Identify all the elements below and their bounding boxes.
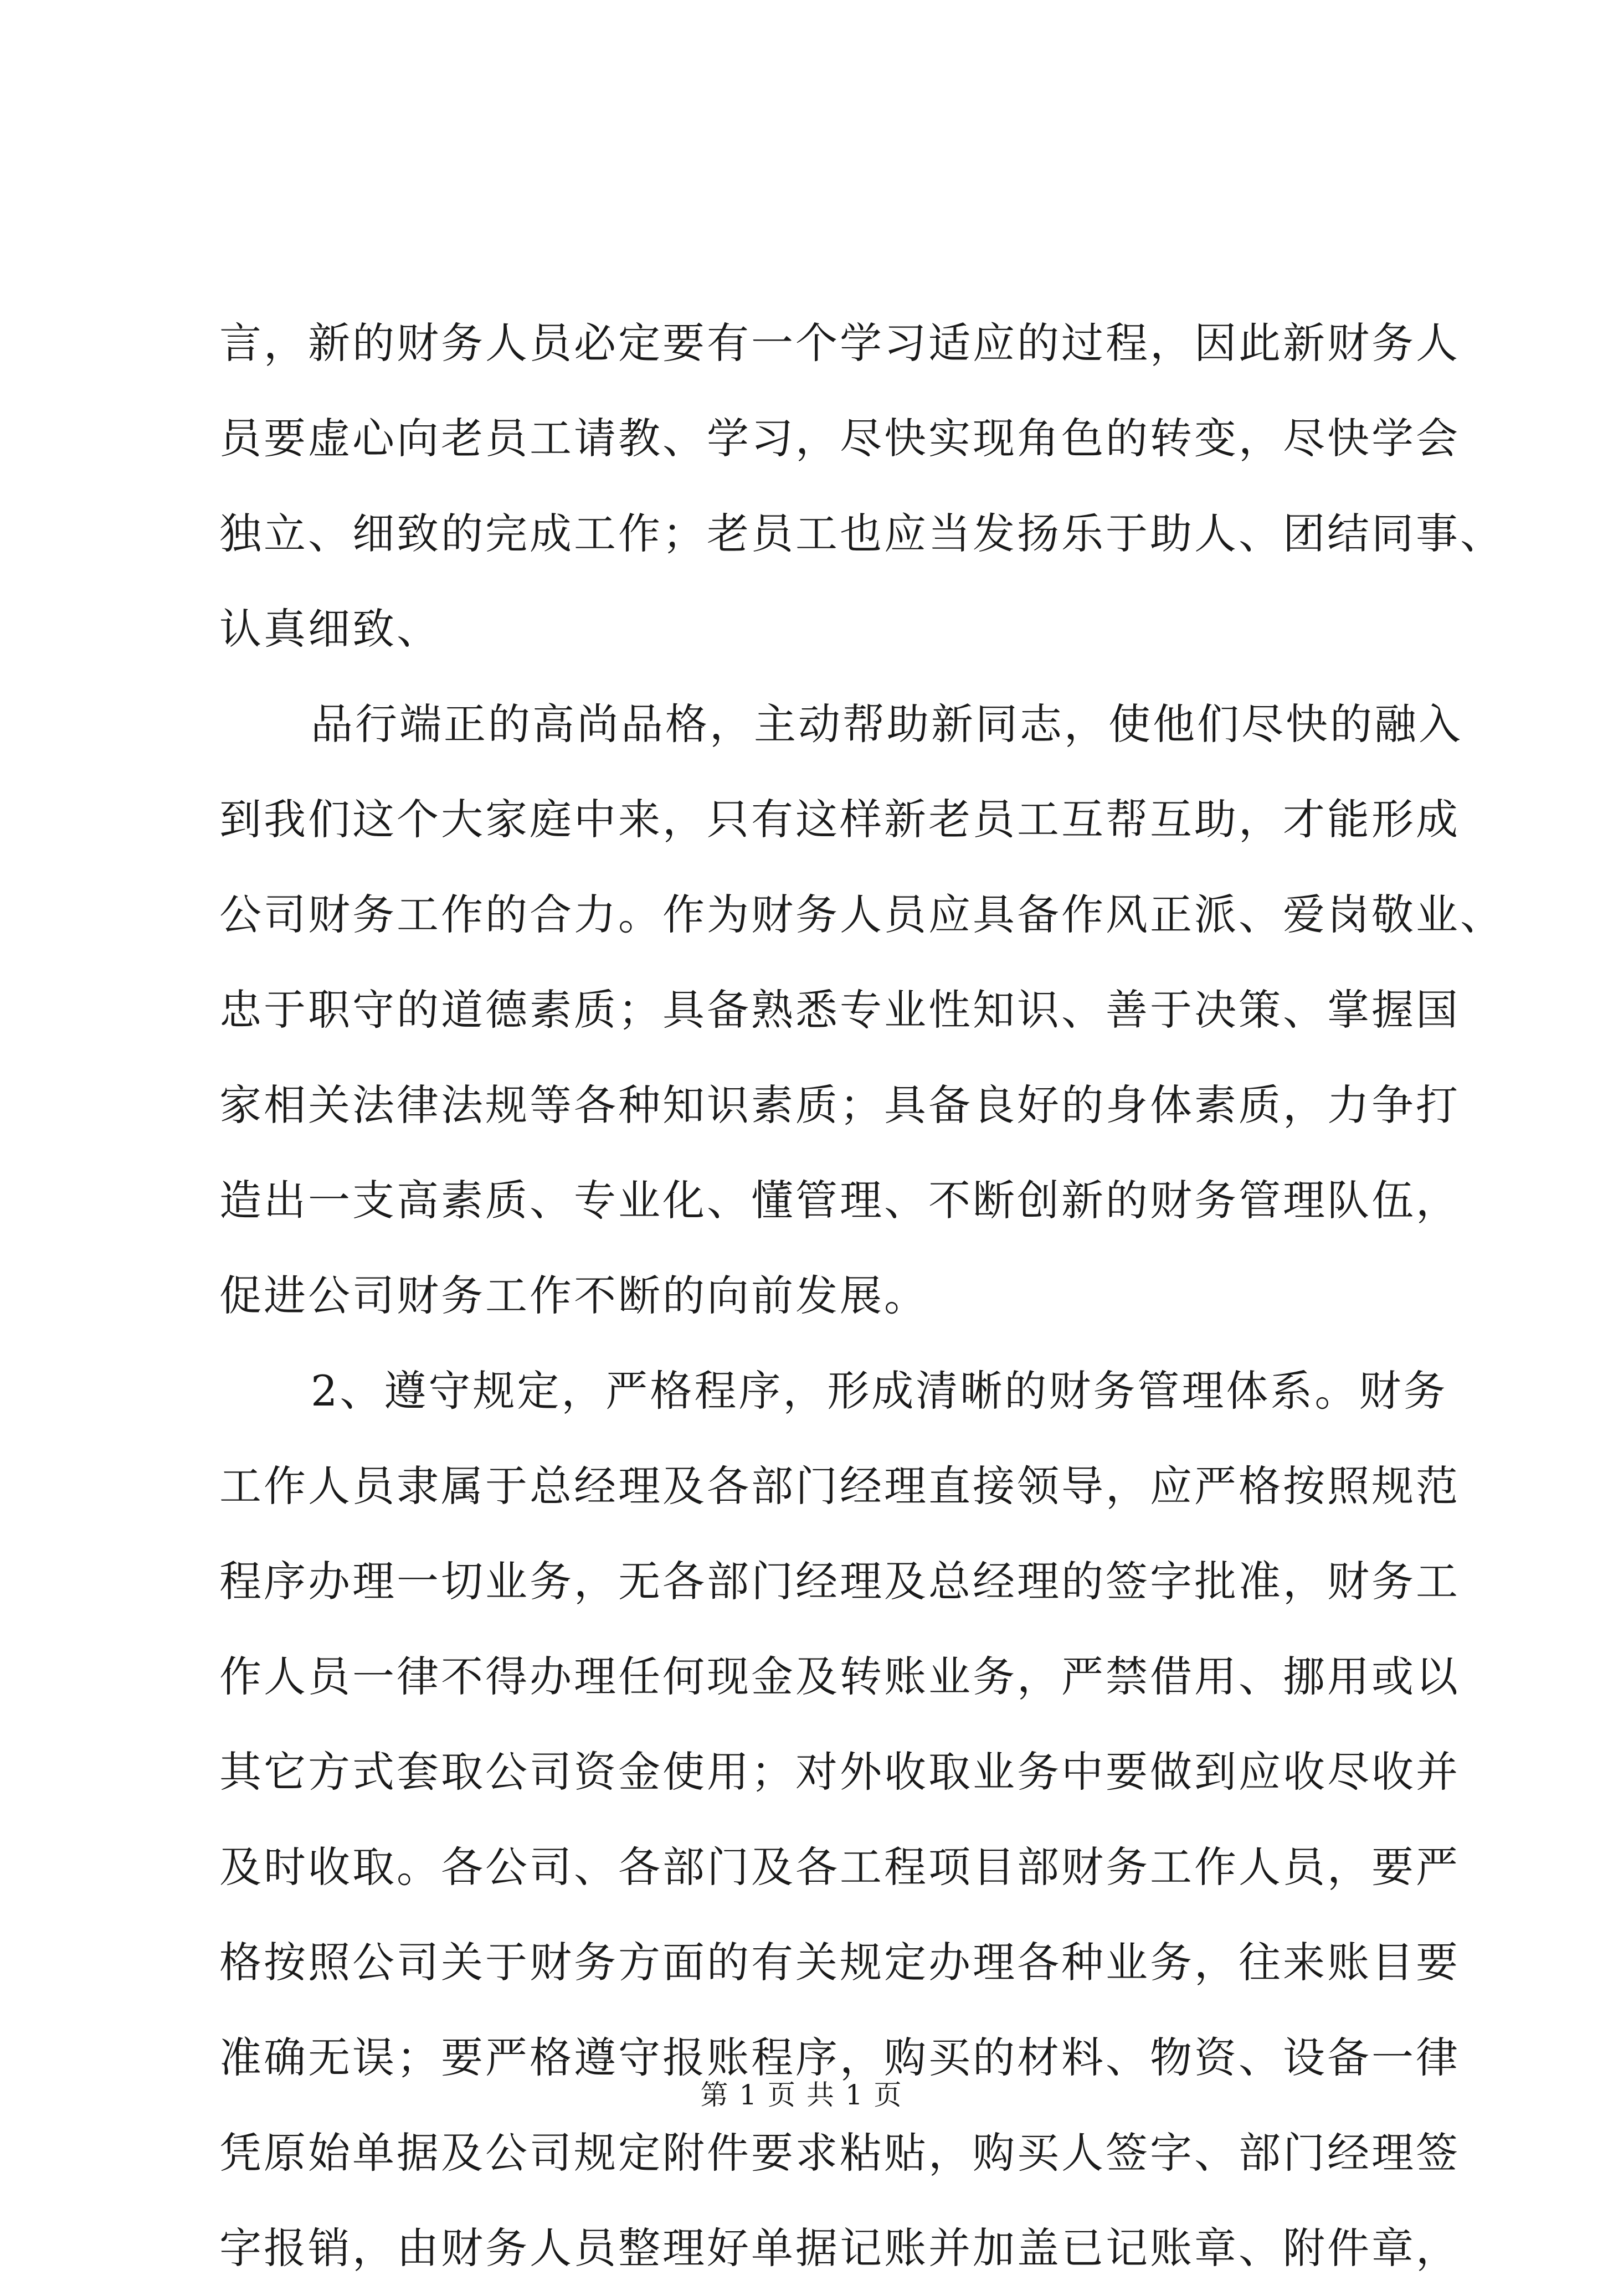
- text-line: 其它方式套取公司资金使用；对外收取业务中要做到应收尽收并: [219, 1747, 1460, 1796]
- text-line: 公司财务工作的合力。作为财务人员应具备作风正派、爱岗敬业、: [219, 890, 1504, 939]
- paragraph: [219, 296, 1504, 677]
- text-line: 到我们这个大家庭中来，只有这样新老员工互帮互助，才能形成: [219, 795, 1460, 844]
- paragraph: [219, 677, 1504, 1343]
- text-line: 2、遵守规定，严格程序，形成清晰的财务管理体系。财务: [311, 1366, 1448, 1415]
- text-line: 独立、细致的完成工作；老员工也应当发扬乐于助人、团结同事、: [219, 509, 1504, 558]
- text-line: 家相关法律法规等各种知识素质；具备良好的身体素质，力争打: [219, 1080, 1460, 1130]
- text-line: 品行端正的高尚品格，主动帮助新同志，使他们尽快的融入: [311, 699, 1463, 749]
- page-number-footer: 第 1 页 共 1 页: [700, 2079, 903, 2111]
- text-line: 及时收取。各公司、各部门及各工程项目部财务工作人员，要严: [219, 1842, 1460, 1892]
- text-line: 工作人员隶属于总经理及各部门经理直接领导，应严格按照规范: [219, 1461, 1460, 1511]
- text-line: 促进公司财务工作不断的向前发展。: [219, 1271, 928, 1320]
- text-line: 忠于职守的道德素质；具备熟悉专业性知识、善于决策、掌握国: [219, 985, 1460, 1034]
- text-line: 作人员一律不得办理任何现金及转账业务，严禁借用、挪用或以: [219, 1652, 1460, 1701]
- text-line: 认真细致、: [219, 604, 441, 653]
- text-line: 言，新的财务人员必定要有一个学习适应的过程，因此新财务人: [219, 318, 1460, 368]
- text-line: 格按照公司关于财务方面的有关规定办理各种业务，往来账目要: [219, 1938, 1460, 1987]
- text-line: 凭原始单据及公司规定附件要求粘贴，购买人签字、部门经理签: [219, 2128, 1460, 2177]
- text-line: 程序办理一切业务，无各部门经理及总经理的签字批准，财务工: [219, 1557, 1460, 1606]
- text-line: 造出一支高素质、专业化、懂管理、不断创新的财务管理队伍，: [219, 1176, 1460, 1225]
- document-body: [219, 296, 1504, 2296]
- text-line: 准确无误；要严格遵守报账程序，购买的材料、物资、设备一律: [219, 2033, 1460, 2082]
- text-line: 员要虚心向老员工请教、学习，尽快实现角色的转变，尽快学会: [219, 414, 1460, 463]
- paragraph: [219, 1343, 1460, 2296]
- text-line: 字报销，由财务人员整理好单据记账并加盖已记账章、附件章，: [219, 2223, 1460, 2273]
